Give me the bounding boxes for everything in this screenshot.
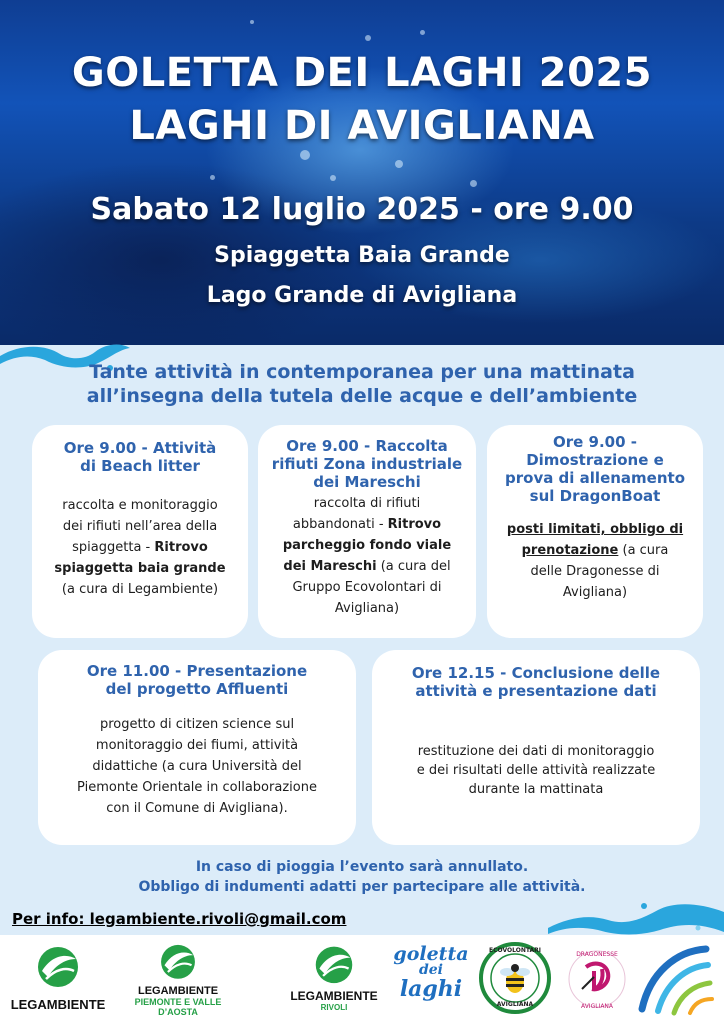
event-place-2: Lago Grande di Avigliana: [206, 283, 518, 308]
card-text: spiaggetta baia grande: [54, 561, 226, 576]
activity-card-dragonboat: [487, 425, 703, 638]
goletta-dei-laghi-logo: [392, 945, 470, 1019]
event-place-1: Spiaggetta Baia Grande: [214, 243, 510, 268]
intro-line-1: Tante attività in contemporanea per una mattinata: [89, 361, 635, 383]
card-text: con il Comune di Avigliana).: [106, 801, 288, 816]
dragonesse-bottom-text: AVIGLIANA: [580, 1003, 614, 1010]
card-text: didattiche (a cura Università del: [92, 759, 302, 774]
partner-logos: [0, 935, 724, 1024]
card-text: Gruppo Ecovolontari di: [292, 580, 442, 595]
title-line-1: GOLETTA DEI LAGHI 2025: [71, 50, 653, 96]
card-title: Ore 9.00 -: [552, 433, 637, 451]
legambiente-piemonte-logo: [114, 941, 242, 1021]
activity-card-beach-litter: [32, 425, 248, 638]
bubble-decoration: [330, 175, 336, 181]
legambiente-leaf-icon: [156, 941, 200, 981]
legambiente-rivoli-sub: RIVOLI: [320, 1003, 348, 1012]
legambiente-leaf-icon: [310, 943, 358, 985]
goletta-word: dei: [418, 962, 443, 978]
card-text: parcheggio fondo viale: [282, 538, 452, 553]
ecovolontari-top-text: ECOVOLONTARI: [489, 947, 541, 954]
avigliana-lakes-logo: [636, 943, 716, 1019]
card-text: Piemonte Orientale in collaborazione: [77, 780, 317, 795]
wave-splash-right: [548, 898, 724, 938]
bubble-decoration: [210, 175, 215, 180]
card-text: Avigliana): [562, 585, 628, 600]
card-text: (a cura di Legambiente): [61, 582, 219, 597]
legambiente-piemonte-sub: PIEMONTE E VALLE D’AOSTA: [134, 997, 222, 1017]
card-text: abbandonati - Ritrovo: [292, 517, 442, 532]
goletta-word: goletta: [393, 943, 469, 965]
card-title: attività e presentazione dati: [415, 682, 657, 700]
card-title: del progetto Affluenti: [105, 680, 289, 698]
card-title: rifiuti Zona industriale: [271, 455, 463, 473]
card-text: monitoraggio dei fiumi, attività: [95, 738, 299, 753]
bubble-decoration: [300, 150, 310, 160]
card-text: dei Mareschi (a cura del: [283, 559, 451, 574]
card-title: sul DragonBoat: [529, 487, 661, 505]
legambiente-rivoli-name: LEGAMBIENTE: [290, 989, 378, 1003]
legambiente-rivoli-logo: [280, 943, 388, 1021]
card-title: Ore 12.15 - Conclusione delle: [411, 664, 661, 682]
activity-card-affluenti: [38, 650, 356, 845]
ecovolontari-bottom-text: AVIGLIANA: [496, 1001, 534, 1008]
card-text: Avigliana): [334, 601, 400, 616]
ecovolontari-avigliana-logo: [478, 941, 552, 1015]
card-title: Ore 9.00 - Attività: [63, 439, 217, 457]
contact-info[interactable]: Per info: legambiente.rivoli@gmail.com: [12, 910, 347, 928]
card-text: durante la mattinata: [468, 782, 604, 797]
card-text: delle Dragonesse di: [530, 564, 660, 579]
wave-arc-icon: [636, 943, 716, 1019]
notice-line-2: Obbligo di indumenti adatti per partecipare alle attività.: [138, 879, 586, 895]
activity-card-raccolta-rifiuti: [258, 425, 476, 638]
notice-line-1: In caso di pioggia l’evento sarà annullato.: [195, 859, 529, 875]
bubble-decoration: [395, 160, 403, 168]
dragonesse-top-text: DRAGONESSE: [576, 951, 618, 958]
card-text: spiaggetta - Ritrovo: [72, 540, 208, 555]
card-title: Ore 11.00 - Presentazione: [86, 662, 308, 680]
legambiente-logo: [6, 943, 110, 1019]
card-text: raccolta e monitoraggio: [62, 498, 218, 513]
intro-text: [0, 360, 724, 408]
goletta-word: laghi: [399, 976, 463, 1002]
card-title: Ore 9.00 - Raccolta: [286, 437, 448, 455]
legambiente-leaf-icon: [32, 943, 84, 989]
event-date: Sabato 12 luglio 2025 - ore 9.00: [90, 192, 634, 227]
bubble-decoration: [470, 180, 477, 187]
legambiente-piemonte-name: LEGAMBIENTE: [137, 985, 219, 997]
bubble-decoration: [365, 35, 371, 41]
rain-notice: [0, 857, 724, 897]
intro-line-2: all’insegna della tutela delle acque e dell’ambiente: [86, 385, 638, 407]
activity-card-conclusione: [372, 650, 700, 845]
card-text: e dei risultati delle attività realizzate: [416, 763, 656, 778]
card-title: Dimostrazione e: [526, 451, 664, 469]
card-title: di Beach litter: [80, 457, 200, 475]
bubble-decoration: [420, 30, 425, 35]
card-text: posti limitati, obbligo di: [506, 522, 684, 537]
card-text: progetto di citizen science sul: [99, 717, 295, 732]
title-line-2: LAGHI DI AVIGLIANA: [129, 103, 595, 149]
card-title: dei Mareschi: [313, 473, 421, 491]
card-text: restituzione dei dati di monitoraggio: [417, 744, 655, 759]
bubble-decoration: [250, 20, 254, 24]
card-text: dei rifiuti nell’area della: [62, 519, 218, 534]
dragonesse-avigliana-logo: [564, 941, 630, 1015]
card-title: prova di allenamento: [505, 469, 685, 487]
card-text: prenotazione (a cura: [521, 543, 669, 558]
hero-banner: [0, 0, 724, 345]
card-text: raccolta di rifiuti: [313, 496, 421, 511]
legambiente-name: LEGAMBIENTE: [10, 997, 106, 1012]
